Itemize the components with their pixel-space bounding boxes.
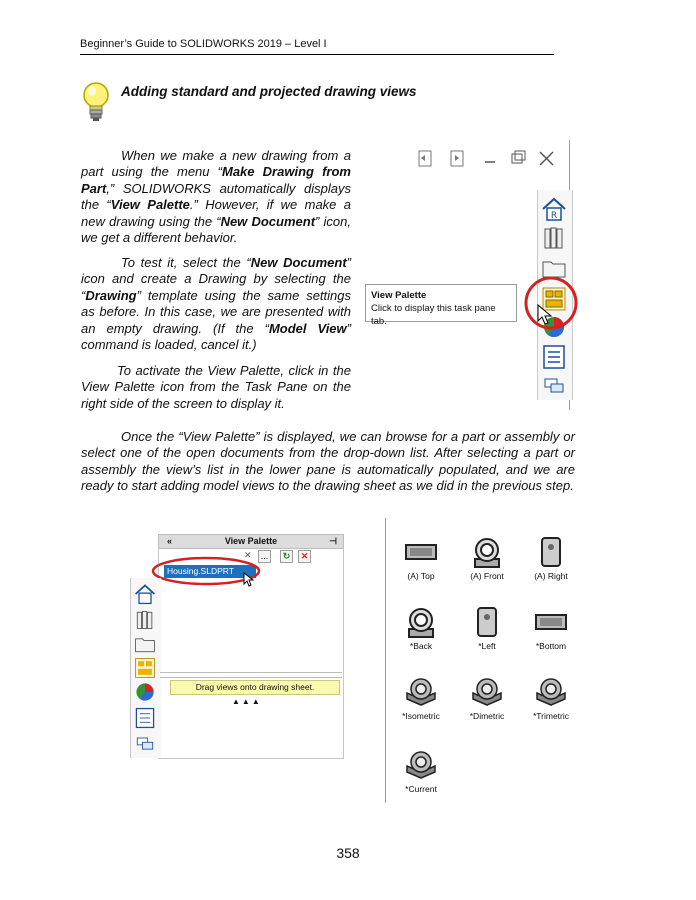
window-controls [415, 148, 565, 170]
splitter-grip[interactable]: ▲▲▲ [232, 697, 262, 706]
paragraph-run: ” template using the same settings as before. In this case, we are presented with an empty drawing. (If the “ [81, 287, 351, 336]
view-palette-header [158, 534, 344, 549]
refresh-button[interactable]: ↻ [280, 550, 293, 563]
paragraph-run: .” However, if we make a new drawing using the “ [81, 197, 351, 229]
header-rule [80, 54, 554, 55]
page-number: 358 [336, 845, 360, 861]
view-label: (A) Front [470, 571, 504, 581]
lightbulb-icon [80, 80, 112, 124]
view-thumbnail[interactable] [469, 535, 505, 569]
view-thumbnail[interactable] [469, 675, 505, 709]
solidworks-resources-icon[interactable] [133, 582, 157, 606]
paragraph-run: To test it, select the “ [121, 255, 251, 270]
view-thumbnail[interactable] [403, 605, 439, 639]
design-library-icon[interactable] [540, 224, 568, 252]
paragraph-run: ,” SOLIDWORKS automatically displays the “ [81, 180, 351, 213]
pin-icon[interactable]: ⊣ [329, 536, 337, 546]
paragraph-run: Make Drawing from Part [81, 164, 351, 196]
paragraph-run: View Palette [110, 197, 190, 213]
design-library-icon[interactable] [133, 608, 157, 632]
view-label: *Current [405, 784, 437, 794]
view-label: *Back [409, 641, 433, 651]
paragraph-make-drawing [81, 148, 351, 246]
view-label: (A) Right [534, 571, 568, 581]
view-label: *Bottom [535, 641, 567, 651]
paragraph-run: ” icon, we get a different behavior. [81, 213, 351, 246]
paragraph-run: New Document [250, 255, 347, 270]
view-label: *Trimetric [532, 711, 570, 721]
drag-hint: Drag views onto drawing sheet. [170, 680, 340, 695]
paragraph-run: New Document [220, 213, 316, 229]
view-label: *Left [478, 641, 496, 651]
paragraph-activate-view-palette [81, 363, 351, 412]
pane-splitter[interactable] [160, 672, 342, 678]
view-thumbnail[interactable] [403, 748, 439, 782]
view-palette-title: View Palette [224, 536, 278, 546]
browse-button[interactable]: ... [258, 550, 271, 563]
paragraph-view-palette-usage [81, 429, 575, 495]
view-palette-tooltip [365, 284, 517, 327]
view-label: (A) Top [407, 571, 435, 581]
forum-icon[interactable] [540, 372, 568, 400]
view-thumbnail[interactable] [533, 535, 569, 569]
collapse-icon[interactable]: « [167, 536, 173, 546]
paragraph-run: Drawing [85, 287, 137, 303]
file-explorer-icon[interactable] [133, 632, 157, 656]
view-thumbnail[interactable] [403, 535, 439, 569]
paragraph-run: Model View [268, 320, 347, 336]
view-label: *Dimetric [469, 711, 505, 721]
close-button[interactable]: ✕ [298, 550, 311, 563]
mouse-cursor-icon [243, 572, 255, 588]
section-title: Adding standard and projected drawing views [121, 84, 417, 99]
custom-properties-icon[interactable] [133, 706, 157, 730]
appearances-icon[interactable] [133, 680, 157, 704]
tooltip-text: Click to display this task pane tab. [371, 303, 496, 327]
document-dropdown[interactable]: Housing.SLDPRT [164, 565, 256, 578]
forum-icon[interactable] [133, 732, 157, 756]
dropdown-clear-icon[interactable]: ✕ [244, 550, 252, 560]
figure-divider [385, 518, 386, 803]
paragraph-run: ” icon and create a Drawing by selecting the “ [81, 255, 351, 303]
view-thumbnail[interactable] [469, 605, 505, 639]
paragraph-run: To activate the View Palette, click in the View Palette icon from the Task Pane on the right side of the screen to display it. [81, 363, 351, 411]
running-header: Beginner’s Guide to SOLIDWORKS 2019 – Level I [80, 38, 327, 50]
solidworks-resources-icon[interactable] [540, 195, 568, 223]
view-palette-icon[interactable] [133, 656, 157, 680]
view-label: *Isometric [402, 711, 440, 721]
paragraph-test-new-document [81, 255, 351, 353]
view-thumbnail[interactable] [403, 675, 439, 709]
custom-properties-icon[interactable] [540, 343, 568, 371]
paragraph-run: When we make a new drawing from a part using the menu “ [81, 148, 351, 180]
paragraph-run: Once the “View Palette” is displayed, we can browse for a part or assembly or select one of the open documents from the drop-down list. After selecting a part or assembly the view’s list in the lower pane is automatically populated, and we are ready to start adding model views to the drawing sheet as we did in the previous step. [81, 429, 575, 494]
paragraph-run: ” command is loaded, cancel it.) [81, 320, 351, 353]
tooltip-title: View Palette [371, 290, 427, 301]
svg-text:R: R [550, 211, 558, 221]
view-thumbnail[interactable] [533, 605, 569, 639]
mouse-cursor-icon [537, 304, 553, 326]
view-thumbnail[interactable] [533, 675, 569, 709]
